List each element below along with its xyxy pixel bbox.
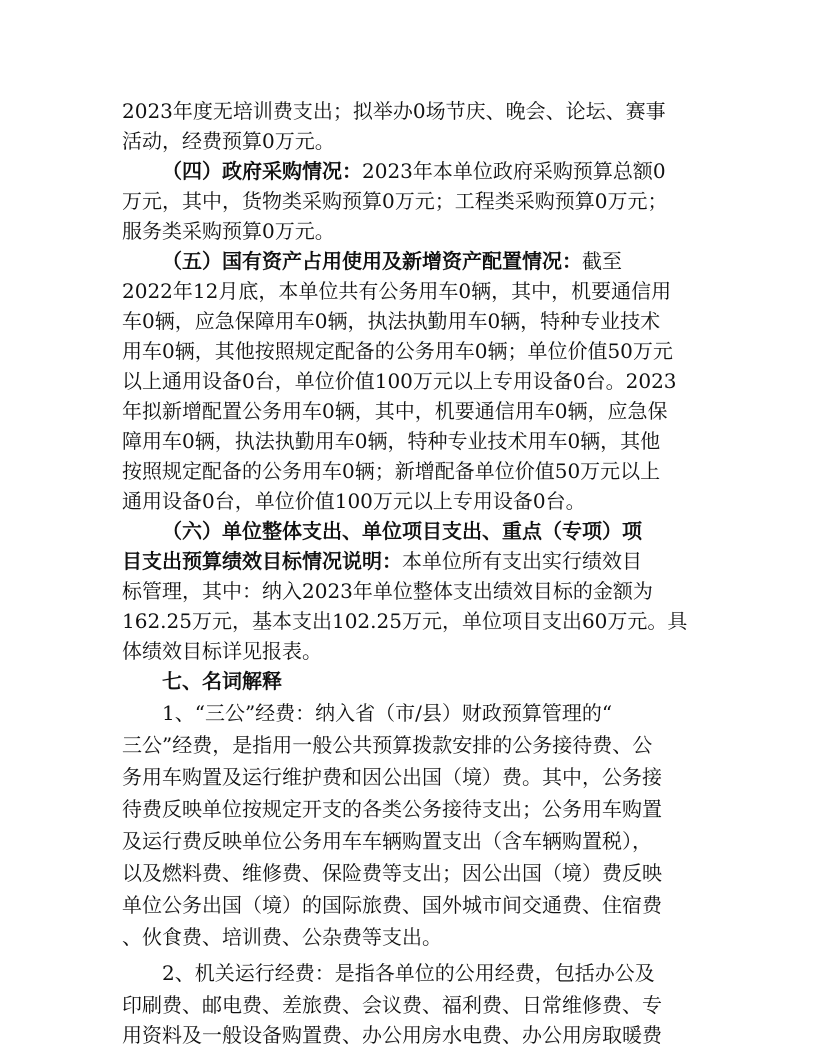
text-line: 年拟新增配置公务用车0辆，其中，机要通信用车0辆，应急保 — [122, 399, 668, 423]
section-heading-5: （五）国有资产占用使用及新增资产配置情况： — [162, 249, 582, 273]
section-heading-4: （四）政府采购情况： — [162, 159, 362, 183]
text-line: 、伙食费、培训费、公杂费等支出。 — [122, 925, 442, 949]
text-line: 用资料及一般设备购置费、办公用房水电费、办公用房取暖费 — [122, 1023, 662, 1047]
paragraph-gov-procurement — [162, 156, 666, 186]
text-line: 待费反映单位按规定开支的各类公务接待支出；公务用车购置 — [122, 797, 662, 821]
text-line: 体绩效目标详见报表。 — [122, 639, 322, 663]
text-line: 障用车0辆，执法执勤用车0辆，特种专业技术用车0辆，其他 — [122, 429, 661, 453]
text-line: 用车0辆，其他按照规定配备的公务用车0辆；单位价值50万元 — [122, 339, 673, 363]
text-line: 车0辆，应急保障用车0辆，执法执勤用车0辆，特种专业技术 — [122, 309, 661, 333]
section-heading-7: 七、名词解释 — [162, 669, 282, 693]
text-span: 2023年本单位政府采购预算总额0 — [362, 159, 666, 183]
text-line: 2、机关运行经费：是指各单位的公用经费，包括办公及 — [162, 961, 655, 985]
text-line: 印刷费、邮电费、差旅费、会议费、福利费、日常维修费、专 — [122, 993, 662, 1017]
text-line: 162.25万元，基本支出102.25万元，单位项目支出60万元。具 — [122, 609, 688, 633]
section-heading-6-cont: 目支出预算绩效目标情况说明： — [122, 549, 402, 573]
text-line: 按照规定配备的公务用车0辆；新增配备单位价值50万元以上 — [122, 459, 661, 483]
text-line: 2022年12月底，本单位共有公务用车0辆，其中，机要通信用 — [122, 279, 672, 303]
text-line: 以上通用设备0台，单位价值100万元以上专用设备0台。2023 — [122, 369, 677, 393]
text-line: 通用设备0台，单位价值100万元以上专用设备0台。 — [122, 489, 586, 513]
text-line: 标管理，其中：纳入2023年单位整体支出绩效目标的金额为 — [122, 579, 653, 603]
text-line: 服务类采购预算0万元。 — [122, 219, 335, 243]
text-line: 及运行费反映单位公务用车车辆购置支出（含车辆购置税）， — [122, 829, 652, 853]
section-heading-6: （六）单位整体支出、单位项目支出、重点（专项）项 — [162, 519, 642, 543]
text-line: 务用车购置及运行维护费和因公出国（境）费。其中，公务接 — [122, 765, 662, 789]
text-line: 1、“三公”经费：纳入省（市/县）财政预算管理的“ — [162, 701, 613, 725]
text-line: 2023年度无培训费支出；拟举办0场节庆、晚会、论坛、赛事 — [122, 99, 666, 123]
paragraph-state-assets — [162, 246, 622, 276]
text-line: 以及燃料费、维修费、保险费等支出；因公出国（境）费反映 — [122, 861, 662, 885]
text-span: 截至 — [582, 249, 622, 273]
text-span: 本单位所有支出实行绩效目 — [402, 549, 642, 573]
text-line: 万元，其中，货物类采购预算0万元；工程类采购预算0万元； — [122, 189, 668, 213]
text-line: 单位公务出国（境）的国际旅费、国外城市间交通费、住宿费 — [122, 893, 662, 917]
paragraph-performance-goals — [122, 546, 642, 576]
text-line: 活动，经费预算0万元。 — [122, 129, 335, 153]
text-line: 三公”经费，是指用一般公共预算拨款安排的公务接待费、公 — [122, 733, 653, 757]
